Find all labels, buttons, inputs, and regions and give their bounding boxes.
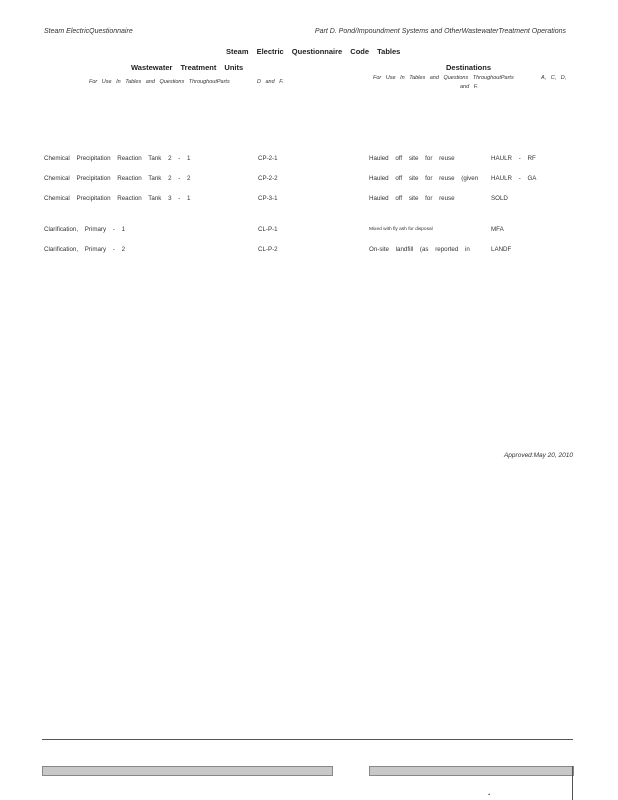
approval-date: Approved:May 20, 2010 (503, 452, 573, 459)
footer-vertical-rule (572, 766, 573, 800)
right-row-code: SOLD (491, 195, 508, 202)
right-table-subtitle-parts: A, C, D, (541, 75, 567, 81)
right-row-name: Mixed with fly ash for disposal (369, 227, 433, 232)
right-row-code: MFA (491, 226, 504, 233)
left-row-code: CP-3-1 (258, 195, 278, 202)
doc-title: Steam Electric Questionnaire Code Tables (226, 47, 401, 56)
left-row-name: Chemical Precipitation Reaction Tank 2 - 2 (44, 175, 191, 182)
right-row-code: HAULR - RF (491, 155, 536, 162)
right-row-name: Hauled off site for reuse (given (369, 175, 479, 182)
left-row-code: CL-P-2 (258, 246, 278, 253)
footer-mark: . (488, 788, 491, 797)
left-table-subtitle: For Use In Tables and Questions ThroughoutParts (89, 79, 230, 85)
left-row-name: Chemical Precipitation Reaction Tank 2 - 1 (44, 155, 191, 162)
left-row-code: CP-2-1 (258, 155, 278, 162)
left-row-code: CL-P-1 (258, 226, 278, 233)
left-table-title: Wastewater Treatment Units (131, 63, 244, 72)
footer-bar-left (42, 766, 333, 776)
header-left: Steam ElectricQuestionnaire (44, 28, 133, 35)
left-row-code: CP-2-2 (258, 175, 278, 182)
left-row-name: Chemical Precipitation Reaction Tank 3 - 1 (44, 195, 191, 202)
right-row-name: Hauled off site for reuse (369, 155, 455, 162)
left-row-name: Clarification, Primary - 2 (44, 246, 126, 253)
left-row-name: Clarification, Primary - 1 (44, 226, 126, 233)
right-row-name: On-site landfill (as reported in (369, 246, 470, 253)
right-row-code: HAULR - GA (491, 175, 537, 182)
right-row-name: Hauled off site for reuse (369, 195, 455, 202)
header-right: Part D. Pond/Impoundment Systems and OtherWastewaterTreatment Operations (314, 28, 566, 35)
footer-bar-right (369, 766, 574, 776)
right-row-code: LANDF (491, 246, 512, 253)
left-table-subtitle-parts: D and F. (257, 79, 284, 85)
right-table-subtitle-line2: and F. (460, 84, 478, 90)
right-table-title: Destinations (446, 63, 492, 72)
right-table-subtitle: For Use In Tables and Questions ThroughoutParts (373, 75, 514, 81)
footer-divider (42, 739, 573, 740)
